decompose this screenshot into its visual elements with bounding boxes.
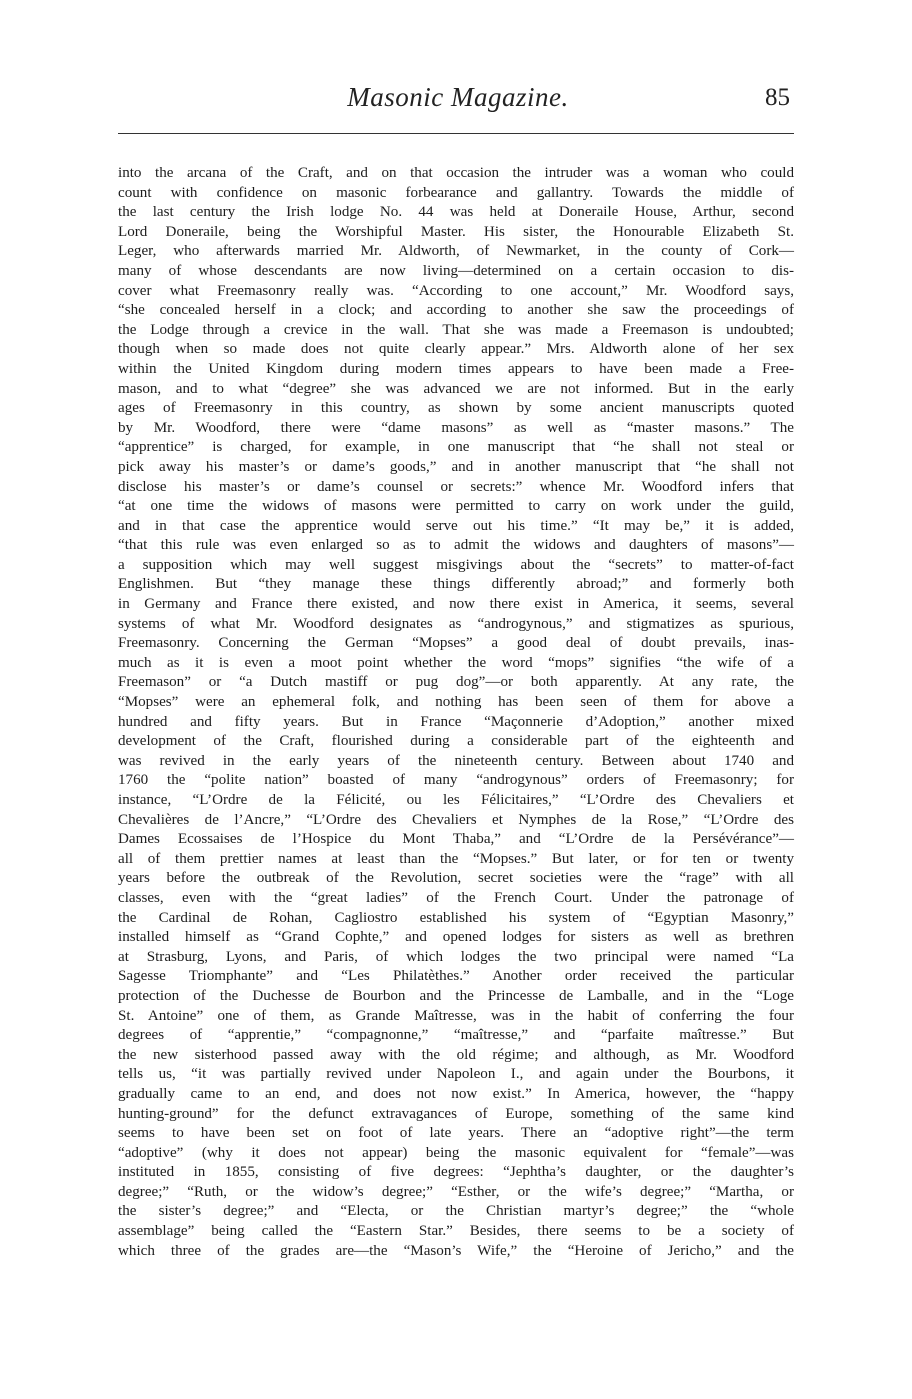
text-line: Lord Doneraile, being the Worshipful Master. His sister, the Honourable Elizabeth St. [118, 223, 794, 240]
text-line: installed himself as “Grand Cophte,” and opened lodges for sisters as well as brethren [118, 929, 794, 946]
page-number: 85 [765, 84, 790, 111]
text-line: assemblage” being called the “Eastern Star.” Besides, there seems to be a society of [118, 1223, 794, 1240]
text-line: Chevalières de l’Ancre,” “L’Ordre des Chevaliers et Nymphes de la Rose,” “L’Ordre des [118, 811, 794, 828]
text-line: in Germany and France there existed, and now there exist in America, it seems, several [118, 596, 794, 613]
text-line: “adoptive” (why it does not appear) being the masonic equivalent for “female”—was [118, 1144, 794, 1161]
running-title: Masonic Magazine. [347, 82, 569, 112]
text-line: Sagesse Triomphante” and “Les Philatèthes.” Another order received the particular [118, 968, 794, 985]
text-line: classes, even with the “great ladies” of the French Court. Under the patronage of [118, 889, 794, 906]
text-line: instance, “L’Ordre de la Félicité, ou les Félicitaires,” “L’Ordre des Chevaliers et [118, 792, 794, 808]
text-line: the Lodge through a crevice in the wall. That she was made a Freemason is undoubted; [118, 321, 794, 338]
text-line: degrees of “apprentie,” “compagnonne,” “maîtresse,” and “parfaite maîtresse.” But [118, 1027, 794, 1044]
text-line: a supposition which may well suggest misgivings about the “secrets” to matter-of-fact [118, 556, 794, 573]
text-line: St. Antoine” one of them, as Grande Maîtresse, was in the habit of conferring the four [118, 1007, 794, 1024]
text-line: within the United Kingdom during modern times appears to have been made a Free- [118, 360, 794, 377]
text-line: “at one time the widows of masons were permitted to carry on work under the guild, [118, 498, 794, 515]
text-line: tells us, “it was partially revived under Napoleon I., and again under the Bourbons, it [118, 1066, 794, 1083]
text-line: “she concealed herself in a clock; and according to another she saw the proceedings of [118, 302, 794, 319]
text-line: the last century the Irish lodge No. 44 was held at Doneraile House, Arthur, second [118, 204, 794, 221]
text-line: Englishmen. But “they manage these things differently abroad;” and formerly both [118, 576, 794, 593]
text-line: gradually came to an end, and does not now exist.” In America, however, the “happy [118, 1085, 794, 1102]
page-header [118, 72, 798, 116]
text-line: many of whose descendants are now living—determined on a certain occasion to dis- [118, 262, 794, 279]
text-line: into the arcana of the Craft, and on that occasion the intruder was a woman who could [118, 165, 794, 181]
text-line: “apprentice” is charged, for example, in one manuscript that “he shall not steal or [118, 439, 794, 456]
text-line: protection of the Duchesse de Bourbon and the Princesse de Lamballe, and in the “Loge [118, 987, 794, 1004]
text-line: instituted in 1855, consisting of five degrees: “Jephtha’s daughter, or the daughter’s [118, 1164, 794, 1181]
text-line: at Strasburg, Lyons, and Paris, of which lodges the two principal were named “La [118, 948, 794, 965]
body-text [118, 164, 794, 1261]
text-line: the new sisterhood passed away with the old régime; and although, as Mr. Woodford [118, 1046, 794, 1063]
text-line: which three of the grades are—the “Mason’s Wife,” the “Heroine of Jericho,” and the [118, 1242, 794, 1259]
text-line: cover what Freemasonry really was. “According to one account,” Mr. Woodford says, [118, 282, 794, 299]
text-line: development of the Craft, flourished during a considerable part of the eighteenth and [118, 733, 794, 750]
text-line: “Mopses” were an ephemeral folk, and nothing has been seen of them for above a [118, 694, 794, 711]
text-line: degree;” “Ruth, or the widow’s degree;” “Esther, or the wife’s degree;” “Martha, or [118, 1183, 794, 1200]
text-line: hunting-ground” for the defunct extravagances of Europe, something of the same kind [118, 1105, 794, 1122]
text-line: pick away his master’s or dame’s goods,” and in another manuscript that “he shall not [118, 458, 794, 475]
text-line: Leger, who afterwards married Mr. Aldworth, of Newmarket, in the county of Cork— [118, 243, 794, 260]
text-line: though when so made does not quite clearly appear.” Mrs. Aldworth alone of her sex [118, 341, 794, 358]
text-line: “that this rule was even enlarged so as to admit the widows and daughters of masons”— [118, 537, 794, 554]
text-line: by Mr. Woodford, there were “dame masons” as well as “master masons.” The [118, 419, 794, 436]
text-line: Freemasonry. Concerning the German “Mopses” a good deal of doubt prevails, inas- [118, 635, 794, 652]
text-line: systems of what Mr. Woodford designates as “androgynous,” and stigmatizes as spurious, [118, 615, 794, 632]
text-line: disclose his master’s or dame’s counsel or secrets:” whence Mr. Woodford infers that [118, 478, 794, 495]
text-line: Dames Ecossaises de l’Hospice du Mont Thaba,” and “L’Ordre de la Persévérance”— [118, 831, 794, 848]
text-line: the sister’s degree;” and “Electa, or the Christian martyr’s degree;” the “whole [118, 1203, 794, 1220]
text-line: was revived in the early years of the nineteenth century. Between about 1740 and [118, 752, 794, 769]
text-line: the Cardinal de Rohan, Cagliostro established his system of “Egyptian Masonry,” [118, 909, 794, 926]
text-line: seems to have been set on foot of late years. There an “adoptive right”—the term [118, 1125, 794, 1142]
header-rule [118, 133, 794, 134]
text-line: years before the outbreak of the Revolution, secret societies were the “rage” with all [118, 870, 794, 887]
text-line: 1760 the “polite nation” boasted of many “androgynous” orders of Freemasonry; for [118, 772, 794, 789]
text-line: count with confidence on masonic forbearance and gallantry. Towards the middle of [118, 184, 794, 201]
text-line: hundred and fifty years. But in France “Maçonnerie d’Adoption,” another mixed [118, 713, 794, 730]
text-line: all of them prettier names at least than the “Mopses.” But later, or for ten or twenty [118, 850, 794, 867]
text-line: Freemason” or “a Dutch mastiff or pug dog”—or both apparently. At any rate, the [118, 674, 794, 691]
text-line: much as it is even a moot point whether the word “mops” signifies “the wife of a [118, 654, 794, 671]
text-line: mason, and to what “degree” she was advanced we are not informed. But in the early [118, 380, 794, 397]
text-line: ages of Freemasonry in this country, as shown by some ancient manuscripts quoted [118, 400, 794, 417]
text-line: and in that case the apprentice would serve out his time.” “It may be,” it is added, [118, 517, 794, 534]
